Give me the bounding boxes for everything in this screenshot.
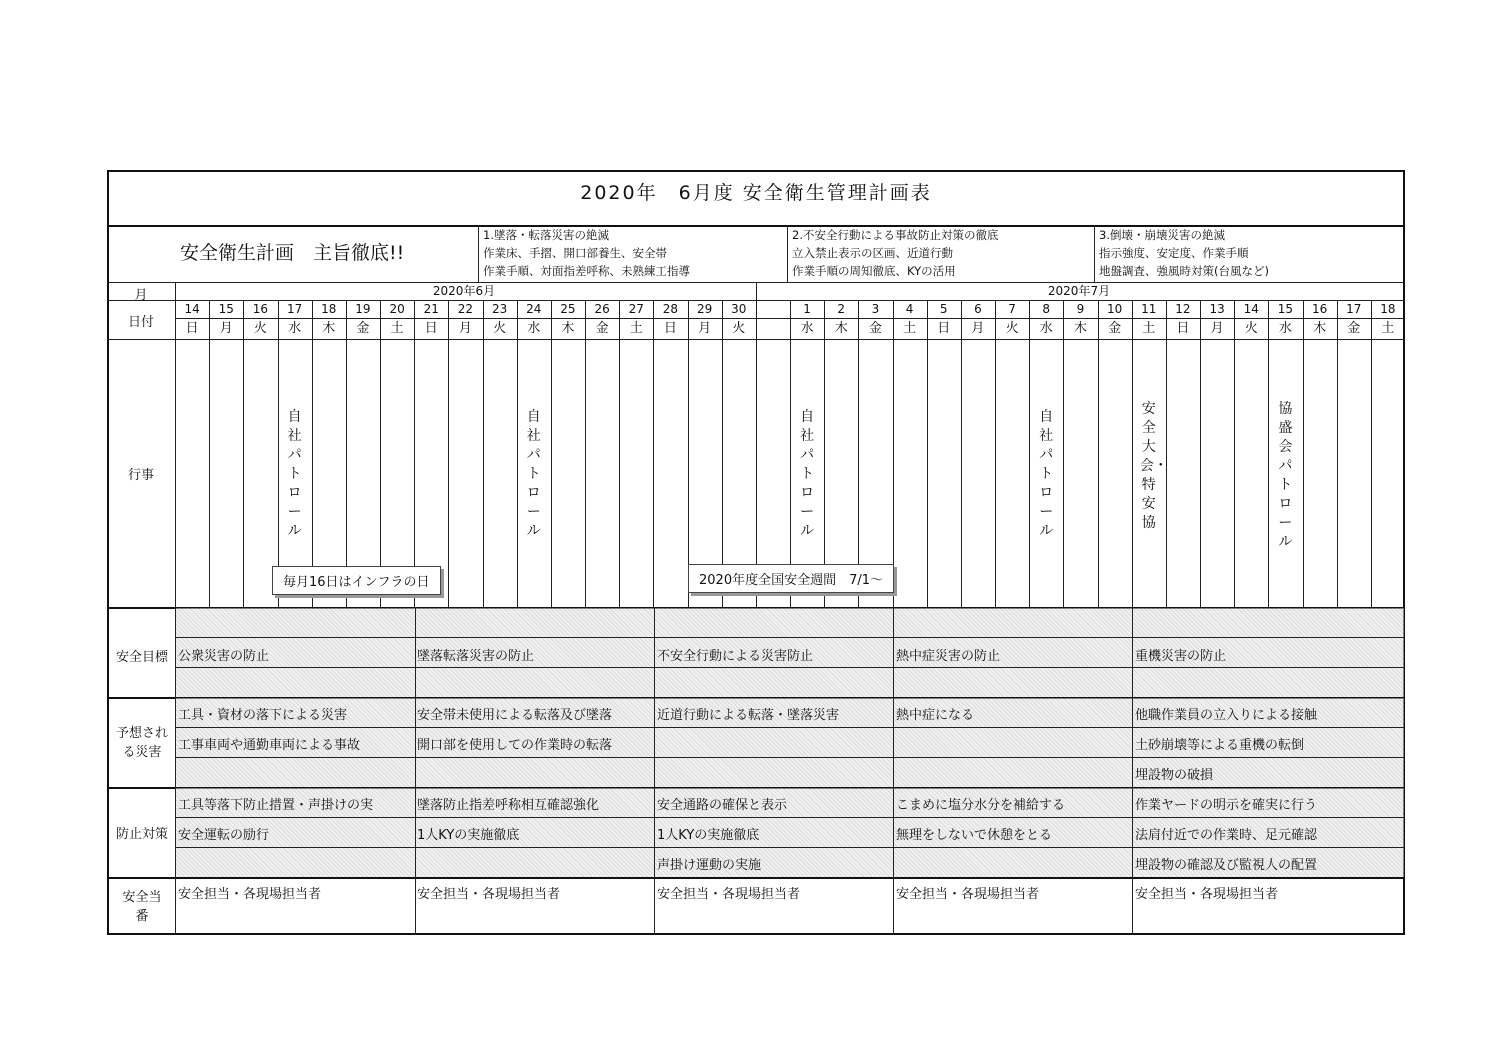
label-duty: 安全当番 bbox=[122, 890, 162, 924]
event-3: 自社パトロール bbox=[1039, 409, 1054, 539]
day-weekday: 金 bbox=[868, 321, 882, 336]
label-date: 日付 bbox=[127, 315, 154, 330]
day-weekday: 月 bbox=[698, 321, 712, 336]
day-weekday: 火 bbox=[253, 321, 267, 336]
day-weekday: 金 bbox=[1108, 321, 1122, 336]
label-hazard: 予想される災害 bbox=[115, 726, 168, 760]
day-number: 7 bbox=[1008, 302, 1016, 316]
measure-cell: こまめに塩分水分を補給する bbox=[896, 798, 1066, 813]
day-weekday: 木 bbox=[1073, 321, 1087, 336]
goal-cell: 重機災害の防止 bbox=[1135, 649, 1227, 664]
day-number: 25 bbox=[560, 302, 576, 316]
measure-cell: 安全運転の励行 bbox=[178, 828, 270, 843]
day-weekday: 水 bbox=[1039, 321, 1053, 336]
duty-cell: 安全担当・各現場担当者 bbox=[1135, 887, 1279, 902]
policy-1: 1.墜落・転落災害の絶滅 作業床、手摺、開口部養生、安全帯 作業手順、対面指差呼称、未熟練工指導 bbox=[483, 228, 690, 278]
day-weekday: 土 bbox=[1381, 321, 1395, 336]
measure-cell: 埋設物の確認及び監視人の配置 bbox=[1135, 858, 1318, 873]
measure-cell: 法肩付近での作業時、足元確認 bbox=[1135, 828, 1318, 843]
event-4: 安全大会・特安協 bbox=[1139, 401, 1168, 531]
hazard-cell: 安全帯未使用による転落及び墜落 bbox=[417, 708, 613, 723]
day-number: 28 bbox=[662, 302, 679, 316]
day-number: 19 bbox=[355, 302, 371, 316]
day-number: 9 bbox=[1076, 302, 1085, 316]
day-weekday: 日 bbox=[937, 321, 951, 336]
motto: 安全衛生計画 主旨徹底!! bbox=[180, 242, 405, 264]
measure-cell: 安全通路の確保と表示 bbox=[657, 798, 788, 813]
day-weekday: 木 bbox=[561, 321, 575, 336]
day-weekday: 木 bbox=[834, 321, 848, 336]
day-weekday: 月 bbox=[971, 321, 985, 336]
day-number: 14 bbox=[184, 302, 200, 316]
day-number: 1 bbox=[803, 302, 811, 316]
day-weekday: 火 bbox=[1244, 321, 1258, 336]
day-weekday: 土 bbox=[629, 321, 643, 336]
day-weekday: 日 bbox=[185, 321, 199, 336]
day-weekday: 月 bbox=[458, 321, 472, 336]
day-number: 17 bbox=[1346, 302, 1362, 316]
label-month: 月 bbox=[134, 288, 148, 303]
day-number: 20 bbox=[389, 302, 405, 316]
day-number: 6 bbox=[974, 302, 982, 316]
day-weekday: 火 bbox=[732, 321, 746, 336]
event-2: 自社パトロール bbox=[800, 409, 815, 539]
day-weekday: 木 bbox=[322, 321, 336, 336]
day-weekday: 金 bbox=[356, 321, 370, 336]
day-number: 29 bbox=[696, 302, 713, 316]
day-number: 10 bbox=[1106, 302, 1123, 316]
measure-cell: 作業ヤードの明示を確実に行う bbox=[1135, 798, 1318, 813]
day-number: 30 bbox=[731, 302, 747, 316]
day-number: 23 bbox=[491, 302, 508, 316]
day-number: 3 bbox=[871, 302, 880, 316]
day-weekday: 金 bbox=[595, 321, 609, 336]
measure-cell: 無理をしないで休憩をとる bbox=[896, 828, 1053, 843]
day-number: 14 bbox=[1243, 302, 1259, 316]
day-weekday: 木 bbox=[1313, 321, 1327, 336]
day-weekday: 日 bbox=[424, 321, 438, 336]
goal-cell: 公衆災害の防止 bbox=[178, 649, 270, 664]
policy-3: 3.倒壊・崩壊災害の絶滅 指示強度、安定度、作業手順 地盤調査、強風時対策(台風など) bbox=[1099, 228, 1269, 278]
day-weekday: 土 bbox=[903, 321, 917, 336]
day-weekday: 水 bbox=[1278, 321, 1292, 336]
day-weekday: 火 bbox=[493, 321, 507, 336]
hazard-cell: 工事車両や通勤車両による事故 bbox=[178, 738, 361, 753]
label-measure: 防止対策 bbox=[115, 827, 168, 842]
hazard-cell: 開口部を使用しての作業時の転落 bbox=[417, 738, 613, 753]
day-number: 8 bbox=[1042, 302, 1051, 316]
day-number: 16 bbox=[1311, 302, 1328, 316]
note-infra-day: 毎月16日はインフラの日 bbox=[272, 566, 441, 595]
duty-cell: 安全担当・各現場担当者 bbox=[657, 887, 801, 902]
goal-cell: 熱中症災害の防止 bbox=[896, 649, 1001, 664]
day-weekday: 金 bbox=[1347, 321, 1361, 336]
day-number: 18 bbox=[321, 302, 337, 316]
hazard-cell: 土砂崩壊等による重機の転倒 bbox=[1135, 738, 1305, 753]
measure-cell: 1人KYの実施徹底 bbox=[657, 828, 760, 843]
day-number: 2 bbox=[837, 302, 846, 316]
hazard-cell: 工具・資材の落下による災害 bbox=[178, 708, 348, 723]
measure-cell: 1人KYの実施徹底 bbox=[417, 828, 520, 843]
event-0: 自社パトロール bbox=[287, 409, 302, 539]
day-number: 16 bbox=[252, 302, 269, 316]
day-number: 15 bbox=[1277, 302, 1294, 316]
hazard-cell: 近道行動による転落・墜落災害 bbox=[657, 708, 840, 723]
day-weekday: 土 bbox=[1142, 321, 1156, 336]
day-weekday: 土 bbox=[390, 321, 404, 336]
day-number: 12 bbox=[1175, 302, 1191, 316]
measure-cell: 工具等落下防止措置・声掛けの実 bbox=[178, 798, 374, 813]
hazard-cell: 他職作業員の立入りによる接触 bbox=[1135, 708, 1318, 723]
day-weekday: 月 bbox=[219, 321, 233, 336]
day-number: 17 bbox=[286, 302, 303, 316]
hazard-cell: 埋設物の破損 bbox=[1135, 768, 1214, 783]
event-5: 協盛会パトロール bbox=[1278, 401, 1293, 550]
day-number: 21 bbox=[423, 302, 439, 316]
day-number: 15 bbox=[218, 302, 234, 316]
month-july: 2020年7月 bbox=[1047, 284, 1111, 298]
day-weekday: 日 bbox=[1176, 321, 1190, 336]
day-number: 24 bbox=[526, 302, 542, 316]
day-weekday: 水 bbox=[800, 321, 814, 336]
goal-cell: 不安全行動による災害防止 bbox=[657, 649, 814, 664]
day-number: 11 bbox=[1141, 302, 1157, 316]
label-events: 行事 bbox=[127, 468, 154, 483]
day-weekday: 月 bbox=[1210, 321, 1224, 336]
policy-2: 2.不安全行動による事故防止対策の徹底 立入禁止表示の区画、近道行動 作業手順の周知徹底、KYの活用 bbox=[792, 228, 999, 278]
note-safety-week: 2020年度全国安全週間 7/1～ bbox=[688, 564, 894, 593]
day-number: 13 bbox=[1209, 302, 1225, 316]
day-number: 5 bbox=[939, 302, 948, 316]
day-number: 18 bbox=[1380, 302, 1396, 316]
day-number: 27 bbox=[628, 302, 644, 316]
day-number: 22 bbox=[457, 302, 474, 316]
measure-cell: 墜落防止指差呼称相互確認強化 bbox=[417, 798, 600, 813]
day-number: 26 bbox=[594, 302, 610, 316]
duty-cell: 安全担当・各現場担当者 bbox=[417, 887, 561, 902]
measure-cell: 声掛け運動の実施 bbox=[657, 858, 762, 873]
duty-cell: 安全担当・各現場担当者 bbox=[178, 887, 322, 902]
hazard-cell: 熱中症になる bbox=[896, 708, 975, 723]
event-1: 自社パトロール bbox=[526, 409, 541, 539]
day-weekday: 日 bbox=[663, 321, 677, 336]
goal-cell: 墜落転落災害の防止 bbox=[417, 649, 535, 664]
duty-cell: 安全担当・各現場担当者 bbox=[896, 887, 1040, 902]
page-title: 2020年 6月度 安全衛生管理計画表 bbox=[580, 182, 932, 204]
month-june: 2020年6月 bbox=[432, 284, 496, 298]
day-weekday: 水 bbox=[288, 321, 302, 336]
day-weekday: 火 bbox=[1005, 321, 1019, 336]
day-number: 4 bbox=[905, 302, 914, 316]
day-weekday: 水 bbox=[527, 321, 541, 336]
label-goal: 安全目標 bbox=[115, 650, 168, 665]
